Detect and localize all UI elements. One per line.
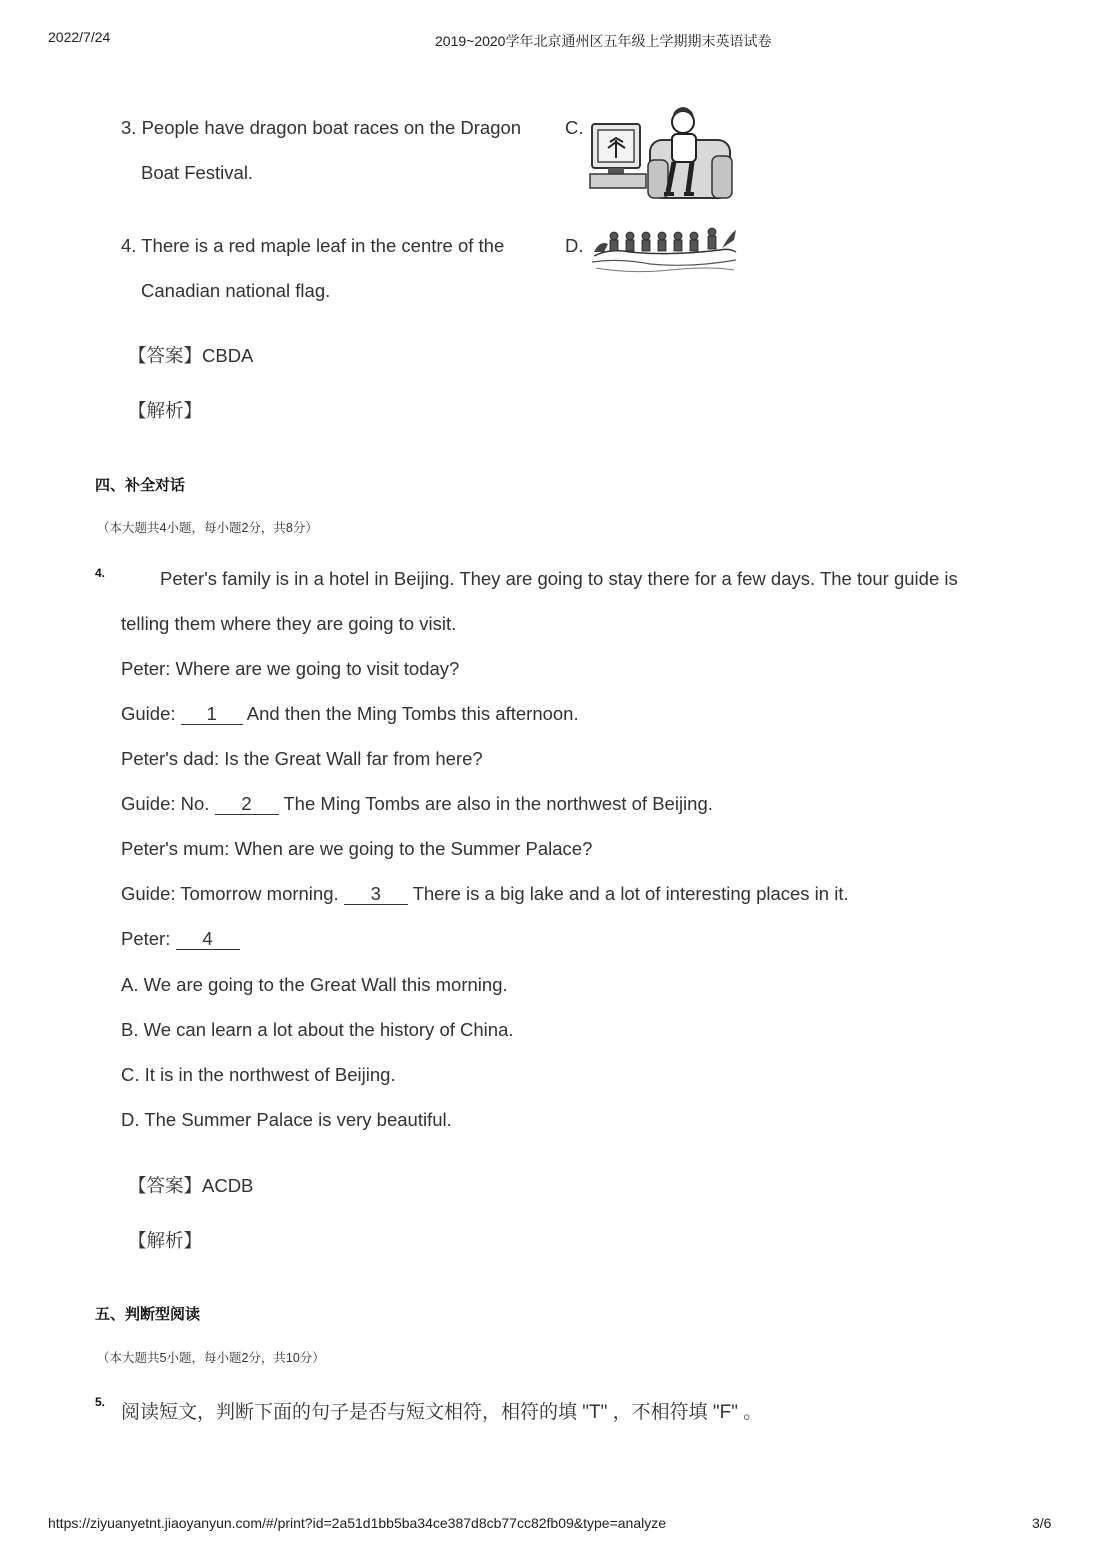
- dialogue-answer: 【答案】ACDB: [128, 1175, 254, 1196]
- dialogue-intro-line2: telling them where they are going to visit.: [121, 613, 457, 634]
- blank-3[interactable]: 3: [344, 884, 408, 905]
- dialogue-line-peter-1: Peter: Where are we going to visit today?: [121, 658, 460, 679]
- dialogue-intro-line1: Peter's family is in a hotel in Beijing. They are going to stay there for a few days. The tour guide is: [160, 568, 958, 589]
- dialogue-text: And then the Ming Tombs this afternoon.: [242, 703, 579, 724]
- question-number-4: 4.: [95, 566, 106, 580]
- option-b: B. We can learn a lot about the history of China.: [121, 1019, 514, 1040]
- matching-item-3-line1: 3. People have dragon boat races on the Dragon: [121, 117, 522, 138]
- section-5-title: 五、判断型阅读: [95, 1306, 201, 1323]
- reading-instruction: 阅读短文，判断下面的句子是否与短文相符，相符的填 "T" ，不相符填 "F" 。: [121, 1402, 763, 1423]
- matching-answer: 【答案】CBDA: [128, 345, 254, 366]
- option-c: C. It is in the northwest of Beijing.: [121, 1064, 396, 1085]
- dialogue-text: The Ming Tombs are also in the northwest of Beijing.: [278, 793, 713, 814]
- dialogue-text: There is a big lake and a lot of interesting places in it.: [407, 883, 849, 904]
- page-title: 2019~2020学年北京通州区五年级上学期期末英语试卷: [435, 33, 772, 49]
- blank-2[interactable]: 2: [215, 794, 279, 815]
- section-4-title: 四、补全对话: [95, 477, 186, 494]
- dialogue-line-dad: Peter's dad: Is the Great Wall far from here?: [121, 748, 483, 769]
- dialogue-line-guide-3: [121, 883, 849, 905]
- dialogue-speaker: Peter:: [121, 928, 176, 949]
- matching-item-4-line1: 4. There is a red maple leaf in the centre of the: [121, 235, 505, 256]
- matching-option-c: C.: [565, 117, 584, 138]
- dragon-boat-race-illustration: [590, 222, 740, 278]
- print-date: 2022/7/24: [48, 29, 111, 45]
- page-number: 3/6: [1032, 1515, 1052, 1531]
- matching-item-3-line2: Boat Festival.: [141, 162, 254, 183]
- blank-1[interactable]: 1: [181, 704, 243, 725]
- dialogue-speaker: Guide: Tomorrow morning.: [121, 883, 344, 904]
- question-number-5: 5.: [95, 1395, 106, 1409]
- man-watching-tv-illustration: [588, 104, 738, 204]
- matching-item-4-line2: Canadian national flag.: [141, 280, 331, 301]
- matching-analysis: 【解析】: [128, 400, 203, 421]
- option-a: A. We are going to the Great Wall this morning.: [121, 974, 508, 995]
- blank-4[interactable]: 4: [176, 929, 240, 950]
- option-d: D. The Summer Palace is very beautiful.: [121, 1109, 452, 1130]
- dialogue-line-guide-1: [121, 703, 579, 725]
- matching-option-d: D.: [565, 235, 584, 256]
- section-5-note: （本大题共5小题，每小题2分，共10分）: [97, 1351, 325, 1365]
- dialogue-speaker: Guide:: [121, 703, 181, 724]
- footer-url[interactable]: https://ziyuanyetnt.jiaoyanyun.com/#/print?id=2a51d1bb5ba34ce387d8cb77cc82fb09&type=analyze: [48, 1515, 667, 1531]
- dialogue-line-peter-2: [121, 928, 240, 950]
- dialogue-line-guide-2: [121, 793, 713, 815]
- dialogue-analysis: 【解析】: [128, 1230, 203, 1251]
- dialogue-line-mum: Peter's mum: When are we going to the Summer Palace?: [121, 838, 593, 859]
- section-4-note: （本大题共4小题，每小题2分，共8分）: [97, 521, 318, 535]
- dialogue-speaker: Guide: No.: [121, 793, 215, 814]
